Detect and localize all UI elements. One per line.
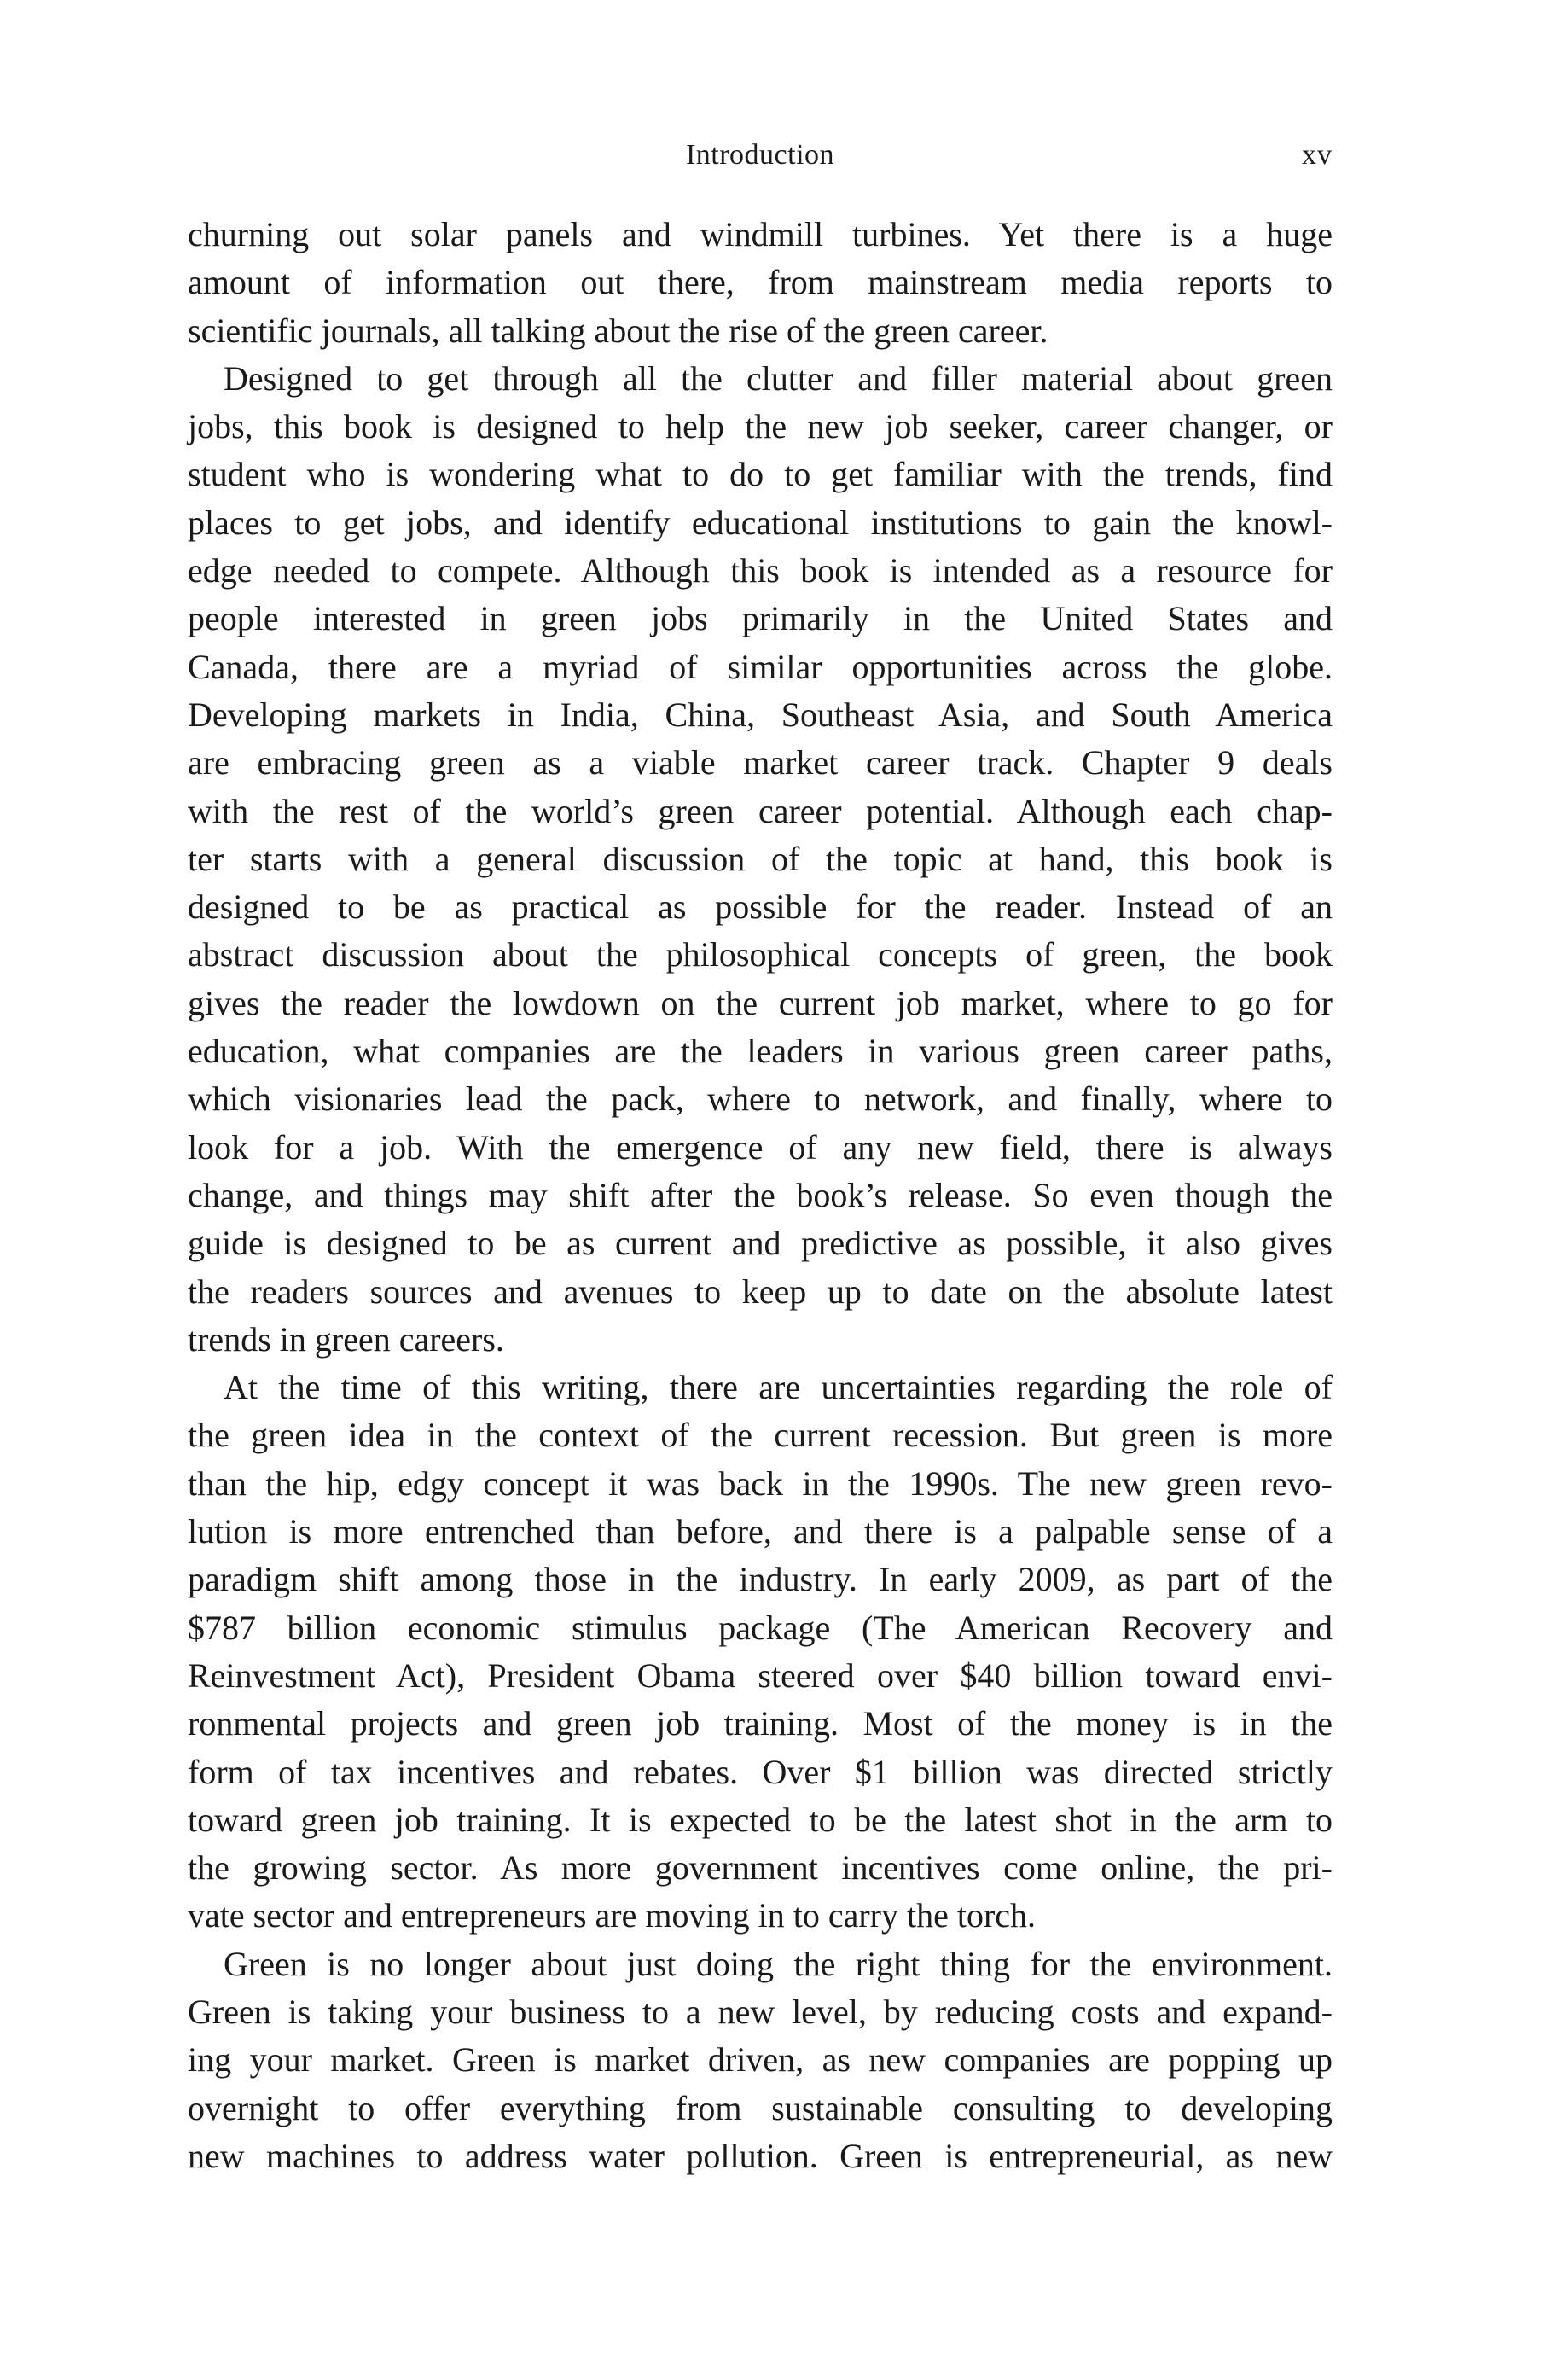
text-line: lution is more entrenched than before, and there is a palpable sense of a [188, 1512, 1333, 1551]
text-line: designed to be as practical as possible for the reader. Instead of an [188, 887, 1333, 927]
text-line: overnight to offer everything from sustainable consulting to developing [188, 2088, 1333, 2127]
text-line: vate sector and entrepreneurs are moving in to carry the torch. [188, 1896, 1037, 1935]
text-line: the growing sector. As more government incentives come online, the pri- [188, 1848, 1333, 1888]
paragraph-3 [188, 1364, 1333, 1940]
text-line: scientific journals, all talking about the rise of the green career. [188, 311, 1048, 350]
text-line: which visionaries lead the pack, where to network, and finally, where to [188, 1079, 1333, 1119]
running-title: Introduction [685, 139, 835, 171]
text-line: Canada, there are a myriad of similar opportunities across the globe. [188, 647, 1333, 686]
text-line: edge needed to compete. Although this book is intended as a resource for [188, 551, 1333, 591]
body-text [188, 211, 1333, 2180]
text-line: the green idea in the context of the current recession. But green is more [188, 1416, 1333, 1455]
text-line: student who is wondering what to do to get familiar with the trends, find [188, 455, 1333, 494]
text-line: guide is designed to be as current and predictive as possible, it also gives [188, 1224, 1333, 1263]
text-line: the readers sources and avenues to keep up to date on the absolute latest [188, 1271, 1333, 1311]
text-line: abstract discussion about the philosophical concepts of green, the book [188, 935, 1333, 975]
text-line: people interested in green jobs primarily in the United States and [188, 599, 1333, 638]
text-line: At the time of this writing, there are uncertainties regarding the role of [224, 1368, 1333, 1407]
text-line: Green is taking your business to a new level, by reducing costs and expand- [188, 1992, 1333, 2031]
text-line: education, what companies are the leaders in various green career paths, [188, 1032, 1333, 1071]
text-line: Reinvestment Act), President Obama steered over $40 billion toward envi- [188, 1655, 1333, 1695]
text-line: than the hip, edgy concept it was back in the 1990s. The new green revo- [188, 1463, 1333, 1503]
text-line: churning out solar panels and windmill turbines. Yet there is a huge [188, 215, 1333, 253]
paragraph-2 [188, 355, 1333, 1364]
text-line: amount of information out there, from mainstream media reports to [188, 263, 1333, 302]
page-number: xv [1302, 139, 1333, 171]
text-line: form of tax incentives and rebates. Over $1 billion was directed strictly [188, 1752, 1333, 1791]
text-line: new machines to address water pollution. Green is entrepreneurial, as new [188, 2136, 1333, 2175]
text-line: Designed to get through all the clutter and filler material about green [224, 358, 1333, 398]
text-line: Developing markets in India, China, Southeast Asia, and South America [188, 695, 1333, 734]
text-line: are embracing green as a viable market career track. Chapter 9 deals [188, 743, 1333, 783]
text-line: trends in green careers. [188, 1319, 504, 1359]
text-line: toward green job training. It is expected to be the latest shot in the arm to [188, 1800, 1333, 1839]
text-line: jobs, this book is designed to help the new job seeker, career changer, or [188, 407, 1333, 446]
text-line: paradigm shift among those in the industry. In early 2009, as part of the [188, 1560, 1333, 1599]
text-line: ter starts with a general discussion of the topic at hand, this book is [188, 839, 1333, 878]
running-head [188, 135, 1333, 176]
text-line: Green is no longer about just doing the right thing for the environment. [224, 1944, 1333, 1983]
text-line: $787 billion economic stimulus package (The American Recovery and [188, 1608, 1333, 1647]
text-line: with the rest of the world’s green career potential. Although each chap- [188, 791, 1333, 830]
text-line: gives the reader the lowdown on the current job market, where to go for [188, 983, 1333, 1022]
text-line: look for a job. With the emergence of any new field, there is always [188, 1127, 1333, 1167]
paragraph-4 [188, 1940, 1333, 2180]
text-line: places to get jobs, and identify educational institutions to gain the knowl- [188, 503, 1333, 542]
text-line: ing your market. Green is market driven, as new companies are popping up [188, 2040, 1333, 2080]
paragraph-1 [188, 211, 1333, 355]
text-line: change, and things may shift after the book’s release. So even though the [188, 1175, 1333, 1214]
text-line: ronmental projects and green job training. Most of the money is in the [188, 1704, 1333, 1743]
